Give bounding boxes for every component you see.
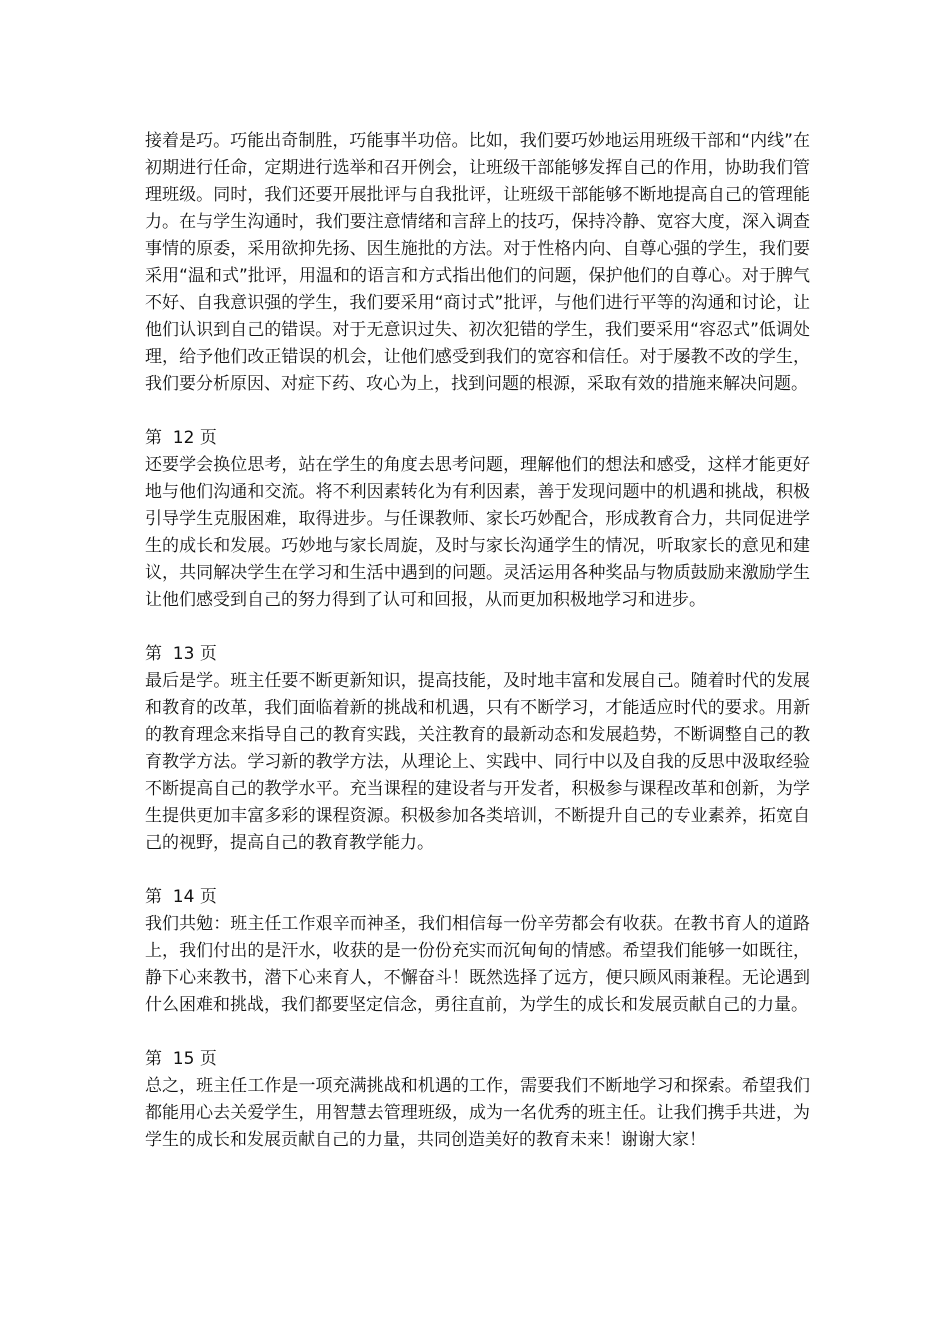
page-section-14 <box>145 884 810 1019</box>
document-body <box>145 128 810 1154</box>
page-section-12 <box>145 425 810 614</box>
section-paragraph: 我们共勉：班主任工作艰辛而神圣，我们相信每一份辛劳都会有收获。在教书育人的道路上，我们付出的是汗水，收获的是一份份充实而沉甸甸的情感。希望我们能够一如既往，静下心来教书，潜下心来育人，不懈奋斗！既然选择了远方，便只顾风雨兼程。无论遇到什么困难和挑战，我们都要坚定信念，勇往直前，为学生的成长和发展贡献自己的力量。 <box>145 914 810 1015</box>
page-section-13 <box>145 641 810 857</box>
page-number-label: 第 14 页 <box>145 887 217 907</box>
intro-paragraph: 接着是巧。巧能出奇制胜，巧能事半功倍。比如，我们要巧妙地运用班级干部和“内线”在初期进行任命，定期进行选举和召开例会，让班级干部能够发挥自己的作用，协助我们管理班级。同时，我们还要开展批评与自我批评，让班级干部能够不断地提高自己的管理能力。在与学生沟通时，我们要注意情绪和言辞上的技巧，保持冷静、宽容大度，深入调查事情的原委，采用欲抑先扬、因生施批的方法。对于性格内向、自尊心强的学生，我们要采用“温和式”批评，用温和的语言和方式指出他们的问题，保护他们的自尊心。对于脾气不好、自我意识强的学生，我们要采用“商讨式”批评，与他们进行平等的沟通和讨论，让他们认识到自己的错误。对于无意识过失、初次犯错的学生，我们要采用“容忍式”低调处理，给予他们改正错误的机会，让他们感受到我们的宽容和信任。对于屡教不改的学生，我们要分析原因、对症下药、攻心为上，找到问题的根源，采取有效的措施来解决问题。 <box>145 131 810 394</box>
section-paragraph: 总之，班主任工作是一项充满挑战和机遇的工作，需要我们不断地学习和探索。希望我们都能用心去关爱学生，用智慧去管理班级，成为一名优秀的班主任。让我们携手共进，为学生的成长和发展贡献自己的力量，共同创造美好的教育未来！谢谢大家！ <box>145 1076 810 1150</box>
page-number-label: 第 15 页 <box>145 1049 217 1069</box>
section-paragraph: 还要学会换位思考，站在学生的角度去思考问题，理解他们的想法和感受，这样才能更好地与他们沟通和交流。将不利因素转化为有利因素，善于发现问题中的机遇和挑战，积极引导学生克服困难，取得进步。与任课教师、家长巧妙配合，形成教育合力，共同促进学生的成长和发展。巧妙地与家长周旋，及时与家长沟通学生的情况，听取家长的意见和建议，共同解决学生在学习和生活中遇到的问题。灵活运用各种奖品与物质鼓励来激励学生让他们感受到自己的努力得到了认可和回报，从而更加积极地学习和进步。 <box>145 455 810 610</box>
page-section-15 <box>145 1046 810 1154</box>
page-number-label: 第 13 页 <box>145 644 217 664</box>
page-number-label: 第 12 页 <box>145 428 217 448</box>
section-paragraph: 最后是学。班主任要不断更新知识，提高技能，及时地丰富和发展自己。随着时代的发展和教育的改革，我们面临着新的挑战和机遇，只有不断学习，才能适应时代的要求。用新的教育理念来指导自己的教育实践，关注教育的最新动态和发展趋势，不断调整自己的教育教学方法。学习新的教学方法，从理论上、实践中、同行中以及自我的反思中汲取经验不断提高自己的教学水平。充当课程的建设者与开发者，积极参与课程改革和创新，为学生提供更加丰富多彩的课程资源。积极参加各类培训，不断提升自己的专业素养，拓宽自己的视野，提高自己的教育教学能力。 <box>145 671 810 853</box>
